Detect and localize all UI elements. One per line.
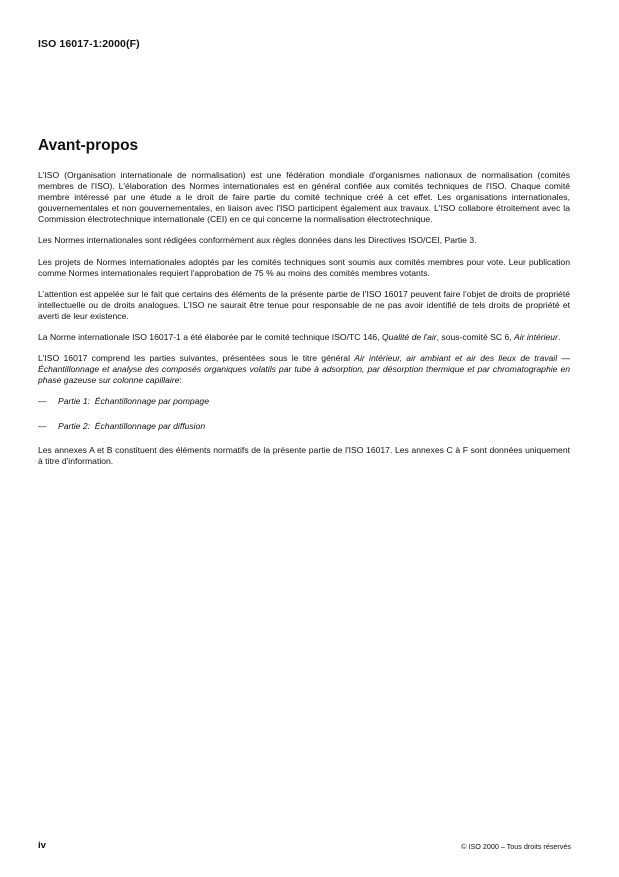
- committee-title: Qualité de l'air: [381, 332, 437, 343]
- committee-text: La Norme internationale ISO 16017-1 a été élaborée par le comité technique ISO/TC 146,: [38, 332, 382, 343]
- list-item: [38, 396, 570, 407]
- paragraph-annexes: Les annexes A et B constituent des éléments normatifs de la présente partie de l'ISO 16017. Les annexes C à F sont données uniquement à titre d'information.: [38, 444, 570, 466]
- committee-end: .: [557, 332, 561, 343]
- subcommittee-text: , sous-comité SC 6,: [436, 332, 514, 343]
- parts-intro-text: L'ISO 16017 comprend les parties suivantes, présentées sous le titre général: [38, 353, 355, 364]
- foreword-body: [38, 170, 570, 477]
- subcommittee-title: Air intérieur: [514, 332, 558, 343]
- general-title: Air intérieur, air ambiant et air des lieux de travail — Échantillonnage et analyse des composés organiques volatils par tube à adsorption, par désorption thermique et par chromatographie en phase gazeuse sur colonne capillaire: [38, 353, 570, 386]
- paragraph-committee: [38, 332, 570, 343]
- copyright-notice: © ISO 2000 – Tous droits réservés: [461, 842, 571, 851]
- paragraph-drafts-voting: Les projets de Normes internationales adoptés par les comités techniques sont soumis aux comités membres pour vote. Leur publication comme Normes internationales requiert l'approbation de 75 % au moins des comités membres votants.: [38, 256, 570, 278]
- document-identifier: ISO 16017-1:2000(F): [38, 38, 140, 50]
- dash-marker: —: [38, 420, 47, 431]
- parts-intro-end: :: [179, 375, 182, 386]
- part-label: Partie 2: Échantillonnage par diffusion: [58, 420, 206, 431]
- paragraph-parts-intro: [38, 353, 570, 386]
- page-title: Avant-propos: [38, 137, 139, 154]
- paragraph-patent-rights: L’attention est appelée sur le fait que certains des éléments de la présente partie de l’ISO 16017 peuvent faire l’objet de droits de propriété intellectuelle ou de droits analogues. L’ISO ne saurait être tenue pour responsable de ne pas avoir identifié de tels droits de propriété et averti de leur existence.: [38, 288, 570, 321]
- paragraph-iso-organisation: L'ISO (Organisation internationale de normalisation) est une fédération mondiale d'organismes nationaux de normalisation (comités membres de l'ISO). L'élaboration des Normes internationales est en général confiée aux comités techniques de l'ISO. Chaque comité membre intéressé par une étude a le droit de faire partie du comité technique créé à cet effet. Les organisations internationales, gouvernementales et non gouvernementales, en liaison avec l'ISO participent également aux travaux. L'ISO collabore étroitement avec la Commission électrotechnique internationale (CEI) en ce qui concerne la normalisation électrotechnique.: [38, 170, 570, 225]
- part-label: Partie 1: Échantillonnage par pompage: [58, 396, 209, 407]
- paragraph-directives: Les Normes internationales sont rédigées conformément aux règles données dans les Directives ISO/CEI, Partie 3.: [38, 235, 477, 246]
- list-item: [38, 421, 570, 432]
- page-number: iv: [38, 840, 46, 851]
- dash-marker: —: [38, 396, 47, 407]
